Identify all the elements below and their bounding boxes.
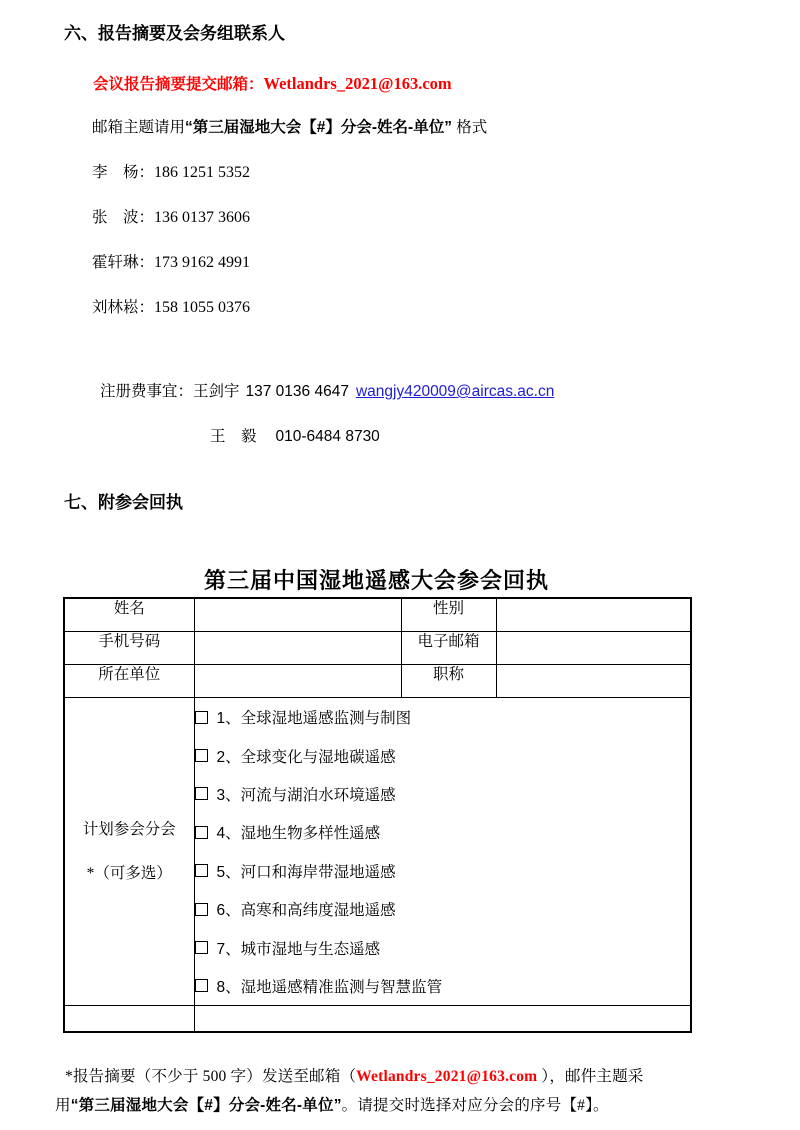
sessions-label-line2: *（可多选） (86, 864, 172, 882)
gender-field[interactable] (496, 598, 691, 632)
name-label: 姓名 (64, 598, 194, 632)
footnote-text: 。请提交时选择对应分会的序号【#】。 (341, 1097, 609, 1114)
mobile-label: 手机号码 (64, 632, 194, 665)
contact-name: 霍轩琳： (92, 254, 155, 271)
receipt-table-title: 第三届中国湿地遥感大会参会回执 (203, 568, 549, 593)
session-checkbox-6[interactable] (195, 903, 208, 916)
session-text: 城市湿地与生态遥感 (240, 940, 381, 958)
session-text: 河流与湖泊水环境遥感 (240, 786, 396, 804)
contact-row (92, 207, 250, 228)
table-row (64, 598, 691, 632)
sessions-label-line1: 计划参会分会 (82, 820, 176, 838)
session-checkbox-4[interactable] (195, 826, 208, 839)
footnote-text: 用 (55, 1097, 71, 1114)
footnote-text: *报告摘要（不少于 500 字）发送至邮箱（ (65, 1068, 357, 1085)
session-option: 5、 河口和海岸带湿地遥感 (195, 852, 691, 890)
email-subject-format-line (92, 117, 487, 138)
email-label: 电子邮箱 (401, 632, 496, 665)
registration2-name: 王 毅 (210, 428, 257, 445)
footnote-line2 (55, 1095, 609, 1117)
session-checkbox-2[interactable] (195, 749, 208, 762)
contact-name: 张 波： (92, 209, 155, 226)
organization-field[interactable] (194, 665, 401, 698)
sessions-row-label (64, 698, 194, 1006)
session-checkbox-1[interactable] (195, 711, 208, 724)
subject-suffix: 格式 (451, 119, 488, 136)
section7-heading: 七、附参会回执 (64, 493, 183, 512)
session-option: 6、 高寒和高纬度湿地遥感 (195, 890, 691, 928)
footnote-email: Wetlandrs_2021@163.com (356, 1068, 538, 1085)
registration-contact-line-2 (210, 426, 380, 447)
contact-phone: 186 1251 5352 (154, 164, 251, 181)
session-text: 河口和海岸带湿地遥感 (240, 863, 396, 881)
session-checkbox-5[interactable] (195, 864, 208, 877)
abstract-email-address: Wetlandrs_2021@163.com (263, 74, 452, 93)
session-option: 2、 全球变化与湿地碳遥感 (195, 736, 691, 774)
contact-phone: 173 9162 4991 (154, 254, 251, 271)
abstract-email-label: 会议报告摘要提交邮箱： (93, 76, 264, 93)
registration-phone: 137 0136 4647 (245, 383, 349, 400)
session-option: 3、 河流与湖泊水环境遥感 (195, 775, 691, 813)
session-checkbox-7[interactable] (195, 941, 208, 954)
session-option: 4、 湿地生物多样性遥感 (195, 813, 691, 851)
empty-row (64, 1006, 691, 1033)
session-option: 7、 城市湿地与生态遥感 (195, 928, 691, 966)
abstract-email-line (93, 73, 452, 95)
contact-row (92, 297, 250, 318)
contact-name: 李 杨： (92, 164, 155, 181)
section6-heading: 六、报告摘要及会务组联系人 (64, 24, 285, 43)
title-label: 职称 (401, 665, 496, 698)
registration-label: 注册费事宜：王剑宇 (100, 383, 240, 400)
sessions-row (64, 698, 691, 1006)
session-checkbox-8[interactable] (195, 979, 208, 992)
registration-contact-line (100, 381, 554, 402)
session-text: 湿地生物多样性遥感 (240, 825, 381, 843)
table-row (64, 665, 691, 698)
contact-name: 刘林崧： (92, 299, 155, 316)
subject-format-bold: “第三届湿地大会【#】分会-姓名-单位” (185, 119, 452, 136)
session-option: 1、 全球湿地遥感监测与制图 (195, 698, 691, 736)
session-text: 全球变化与湿地碳遥感 (240, 748, 396, 766)
subject-prefix: 邮箱主题请用 (92, 119, 186, 136)
session-text: 高寒和高纬度湿地遥感 (240, 902, 396, 920)
receipt-table (63, 597, 692, 1033)
session-option: 8、 湿地遥感精准监测与智慧监管 (195, 967, 691, 1005)
registration2-phone: 010-6484 8730 (275, 428, 380, 445)
contact-row (92, 252, 250, 273)
title-field[interactable] (496, 665, 691, 698)
contact-phone: 136 0137 3606 (154, 209, 251, 226)
email-field[interactable] (496, 632, 691, 665)
mobile-field[interactable] (194, 632, 401, 665)
table-row (64, 632, 691, 665)
session-text: 全球湿地遥感监测与制图 (240, 710, 412, 728)
footnote-subject-format: “第三届湿地大会【#】分会-姓名-单位” (70, 1097, 342, 1114)
registration-email-link[interactable]: wangjy420009@aircas.ac.cn (355, 383, 555, 400)
contact-row (92, 162, 250, 183)
footnote-line1 (65, 1066, 644, 1088)
contact-phone: 158 1055 0376 (154, 299, 251, 316)
empty-right-cell[interactable] (194, 1006, 691, 1033)
session-checkbox-3[interactable] (195, 787, 208, 800)
session-text: 湿地遥感精准监测与智慧监管 (240, 978, 443, 996)
name-field[interactable] (194, 598, 401, 632)
gender-label: 性别 (401, 598, 496, 632)
organization-label: 所在单位 (64, 665, 194, 698)
footnote-text: ），邮件主题采 (537, 1068, 644, 1085)
empty-left-cell[interactable] (64, 1006, 194, 1033)
sessions-cell (194, 698, 691, 1006)
